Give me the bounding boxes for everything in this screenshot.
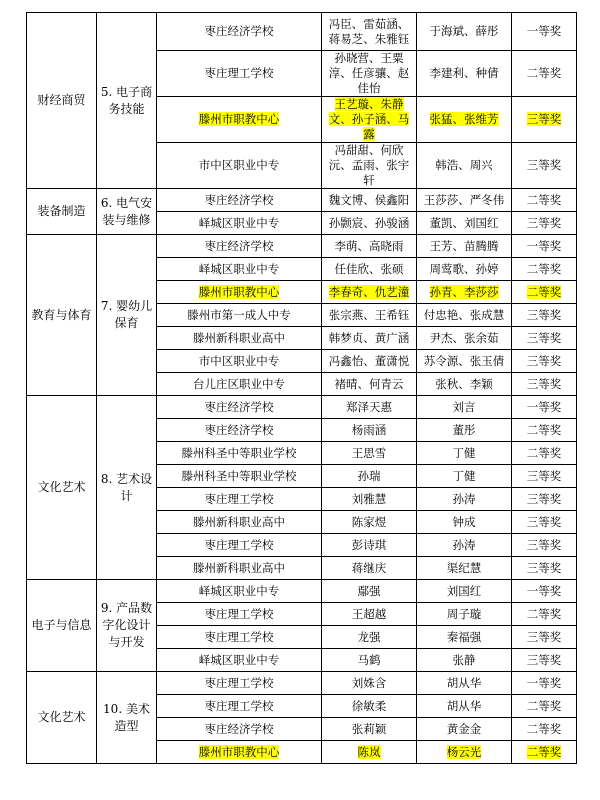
school-cell-text: 市中区职业中专 <box>198 353 280 368</box>
teachers-cell-text: 丁健 <box>452 445 476 460</box>
school-cell <box>157 649 322 672</box>
award-cell <box>512 258 577 281</box>
students-cell <box>322 695 417 718</box>
students-cell <box>322 649 417 672</box>
school-cell <box>157 718 322 741</box>
award-cell-text: 二等奖 <box>526 422 562 437</box>
award-cell <box>512 603 577 626</box>
award-cell-text: 三等奖 <box>526 158 562 172</box>
students-cell <box>322 580 417 603</box>
school-cell-text: 枣庄经济学校 <box>204 238 274 253</box>
students-cell-text: 任佳欣、张硕 <box>334 261 404 276</box>
students-cell-text: 李春奇、仇艺潼 <box>328 284 410 299</box>
students-cell-text: 杨雨涵 <box>351 422 387 437</box>
students-cell-text: 冯鑫怡、董潇悦 <box>328 353 410 368</box>
school-cell-text: 枣庄理工学校 <box>204 606 274 621</box>
school-cell <box>157 304 322 327</box>
teachers-cell <box>417 373 512 396</box>
award-cell-text: 三等奖 <box>526 560 562 575</box>
students-cell-text: 陈家煜 <box>351 514 387 529</box>
school-cell <box>157 258 322 281</box>
school-cell-text: 峄城区职业中专 <box>198 652 280 667</box>
teachers-cell <box>417 304 512 327</box>
teachers-cell-text: 张秋、李颖 <box>435 376 493 391</box>
students-cell-text: 王艺璇、朱静文、孙子涵、马露 <box>328 97 410 141</box>
school-cell-text: 峄城区职业中专 <box>198 261 280 276</box>
students-cell-text: 韩梦贞、黄广涵 <box>328 330 410 345</box>
award-cell <box>512 373 577 396</box>
school-cell-text: 枣庄经济学校 <box>204 192 274 207</box>
students-cell-text: 彭诗琪 <box>351 537 387 552</box>
teachers-cell <box>417 235 512 258</box>
teachers-cell-text: 黄金金 <box>446 721 482 736</box>
award-cell <box>512 465 577 488</box>
school-cell-text: 峄城区职业中专 <box>198 215 280 230</box>
category-cell <box>27 13 97 189</box>
teachers-cell <box>417 718 512 741</box>
school-cell <box>157 557 322 580</box>
students-cell <box>322 442 417 465</box>
project-cell <box>97 13 157 189</box>
award-cell <box>512 13 577 51</box>
teachers-cell-text: 周莺歌、孙婷 <box>429 261 499 276</box>
award-cell-text: 二等奖 <box>526 284 562 299</box>
teachers-cell <box>417 649 512 672</box>
award-cell-text: 三等奖 <box>526 629 562 644</box>
category-cell-text: 文化艺术 <box>37 710 86 724</box>
school-cell <box>157 189 322 212</box>
award-cell <box>512 488 577 511</box>
school-cell-text: 枣庄经济学校 <box>204 24 274 38</box>
award-table <box>26 12 577 764</box>
award-cell-text: 二等奖 <box>526 721 562 736</box>
school-cell <box>157 488 322 511</box>
students-cell-text: 李萌、高晓雨 <box>334 238 404 253</box>
table-row <box>27 672 577 695</box>
students-cell <box>322 557 417 580</box>
school-cell <box>157 580 322 603</box>
school-cell-text: 枣庄理工学校 <box>204 698 274 713</box>
award-cell-text: 三等奖 <box>526 112 562 126</box>
teachers-cell <box>417 488 512 511</box>
students-cell-text: 冯臣、雷茹涵、蒋易芝、朱雅钰 <box>328 16 410 46</box>
teachers-cell <box>417 557 512 580</box>
award-cell <box>512 51 577 97</box>
award-cell-text: 二等奖 <box>526 606 562 621</box>
teachers-cell <box>417 396 512 419</box>
school-cell-text: 滕州市职教中心 <box>198 744 280 759</box>
award-cell-text: 三等奖 <box>526 330 562 345</box>
category-cell-text: 财经商贸 <box>37 93 86 107</box>
award-cell <box>512 626 577 649</box>
teachers-cell <box>417 603 512 626</box>
teachers-cell-text: 刘国红 <box>446 583 482 598</box>
award-cell <box>512 212 577 235</box>
award-cell-text: 二等奖 <box>526 744 562 759</box>
project-cell-text: 9. 产品数字化设计与开发 <box>100 601 153 649</box>
project-cell-text: 5. 电子商务技能 <box>100 84 153 116</box>
students-cell-text: 陈岚 <box>357 744 381 759</box>
school-cell-text: 枣庄经济学校 <box>204 422 274 437</box>
teachers-cell <box>417 350 512 373</box>
school-cell-text: 台儿庄区职业中专 <box>193 376 285 391</box>
award-cell-text: 三等奖 <box>526 215 562 230</box>
teachers-cell <box>417 281 512 304</box>
students-cell-text: 张宗燕、王希钰 <box>328 307 410 322</box>
award-cell-text: 三等奖 <box>526 514 562 529</box>
students-cell-text: 冯甜甜、何欣沅、孟雨、张宇轩 <box>328 143 410 187</box>
teachers-cell <box>417 465 512 488</box>
award-cell <box>512 580 577 603</box>
students-cell-text: 孙颢宸、孙骏涵 <box>328 215 410 230</box>
award-cell <box>512 649 577 672</box>
award-cell-text: 一等奖 <box>526 675 562 690</box>
students-cell <box>322 465 417 488</box>
table-body <box>27 13 577 764</box>
students-cell <box>322 13 417 51</box>
teachers-cell-text: 钟成 <box>452 514 476 529</box>
students-cell <box>322 212 417 235</box>
school-cell-text: 滕州市第一成人中专 <box>187 307 291 322</box>
students-cell <box>322 327 417 350</box>
project-cell-text: 6. 电气安装与维修 <box>100 195 153 227</box>
table-row <box>27 13 577 51</box>
school-cell <box>157 235 322 258</box>
school-cell-text: 滕州科圣中等职业学校 <box>181 468 297 483</box>
school-cell-text: 枣庄经济学校 <box>204 399 274 414</box>
award-cell-text: 三等奖 <box>526 376 562 391</box>
school-cell <box>157 672 322 695</box>
students-cell <box>322 419 417 442</box>
category-cell <box>27 672 97 764</box>
award-cell-text: 二等奖 <box>526 698 562 713</box>
teachers-cell <box>417 327 512 350</box>
table-row <box>27 189 577 212</box>
teachers-cell <box>417 212 512 235</box>
school-cell-text: 枣庄理工学校 <box>204 66 274 80</box>
award-cell <box>512 741 577 764</box>
award-cell-text: 一等奖 <box>526 583 562 598</box>
school-cell-text: 滕州科圣中等职业学校 <box>181 445 297 460</box>
school-cell <box>157 212 322 235</box>
students-cell <box>322 51 417 97</box>
category-cell-text: 文化艺术 <box>37 480 86 494</box>
school-cell <box>157 281 322 304</box>
category-cell <box>27 189 97 235</box>
project-cell-text: 7. 婴幼儿保育 <box>100 299 153 330</box>
teachers-cell-text: 孙涛 <box>452 491 476 506</box>
teachers-cell-text: 孙涛 <box>452 537 476 552</box>
teachers-cell-text: 董彤 <box>452 422 476 437</box>
students-cell-text: 孙晓营、王粟淳、任彦骧、赵佳怡 <box>328 51 410 95</box>
award-cell <box>512 143 577 189</box>
teachers-cell-text: 孙青、李莎莎 <box>429 284 499 299</box>
table-row <box>27 580 577 603</box>
students-cell <box>322 350 417 373</box>
school-cell <box>157 695 322 718</box>
students-cell <box>322 741 417 764</box>
teachers-cell-text: 张猛、张维芳 <box>429 112 499 126</box>
students-cell-text: 鄢强 <box>357 583 381 598</box>
teachers-cell <box>417 695 512 718</box>
award-cell <box>512 419 577 442</box>
category-cell <box>27 396 97 580</box>
students-cell <box>322 534 417 557</box>
students-cell <box>322 235 417 258</box>
school-cell <box>157 97 322 143</box>
students-cell <box>322 258 417 281</box>
students-cell-text: 魏文博、侯鑫阳 <box>328 192 410 207</box>
students-cell-text: 马鹤 <box>357 652 381 667</box>
award-cell <box>512 281 577 304</box>
award-cell <box>512 189 577 212</box>
award-cell-text: 一等奖 <box>526 399 562 414</box>
category-cell <box>27 235 97 396</box>
students-cell-text: 王思雪 <box>351 445 387 460</box>
school-cell <box>157 626 322 649</box>
project-cell <box>97 396 157 580</box>
students-cell <box>322 511 417 534</box>
award-cell <box>512 534 577 557</box>
teachers-cell-text: 王芳、苗腾腾 <box>429 238 499 253</box>
students-cell-text: 张莉颖 <box>351 721 387 736</box>
award-cell <box>512 304 577 327</box>
teachers-cell <box>417 13 512 51</box>
school-cell <box>157 396 322 419</box>
school-cell <box>157 51 322 97</box>
teachers-cell <box>417 626 512 649</box>
students-cell-text: 蒋继庆 <box>351 560 387 575</box>
students-cell-text: 王超越 <box>351 606 387 621</box>
category-cell-text: 装备制造 <box>37 204 86 218</box>
teachers-cell-text: 苏令源、张玉倩 <box>423 353 505 368</box>
award-cell-text: 二等奖 <box>526 445 562 460</box>
category-cell-text: 教育与体育 <box>31 307 92 322</box>
students-cell <box>322 304 417 327</box>
table-row <box>27 235 577 258</box>
award-cell-text: 三等奖 <box>526 652 562 667</box>
teachers-cell-text: 董凯、刘国红 <box>429 215 499 230</box>
students-cell <box>322 672 417 695</box>
school-cell-text: 滕州市职教中心 <box>198 284 280 299</box>
teachers-cell <box>417 419 512 442</box>
award-cell-text: 三等奖 <box>526 353 562 368</box>
teachers-cell-text: 秦福强 <box>446 629 482 644</box>
school-cell <box>157 373 322 396</box>
teachers-cell-text: 渠纪慧 <box>446 560 482 575</box>
school-cell <box>157 143 322 189</box>
teachers-cell <box>417 442 512 465</box>
teachers-cell <box>417 97 512 143</box>
school-cell <box>157 534 322 557</box>
students-cell <box>322 396 417 419</box>
school-cell <box>157 327 322 350</box>
teachers-cell-text: 胡从华 <box>446 675 482 690</box>
students-cell <box>322 718 417 741</box>
teachers-cell-text: 付忠艳、张成慧 <box>423 307 505 322</box>
award-cell-text: 三等奖 <box>526 537 562 552</box>
students-cell-text: 郑泽天惠 <box>346 399 392 414</box>
students-cell <box>322 488 417 511</box>
school-cell-text: 枣庄理工学校 <box>204 629 274 644</box>
award-cell-text: 一等奖 <box>526 24 562 38</box>
award-cell <box>512 672 577 695</box>
students-cell <box>322 373 417 396</box>
teachers-cell <box>417 741 512 764</box>
students-cell-text: 刘雅慧 <box>351 491 387 506</box>
award-cell-text: 三等奖 <box>526 468 562 483</box>
award-cell <box>512 350 577 373</box>
students-cell <box>322 603 417 626</box>
school-cell <box>157 13 322 51</box>
award-cell-text: 三等奖 <box>526 491 562 506</box>
school-cell-text: 枣庄理工学校 <box>204 537 274 552</box>
table-row <box>27 396 577 419</box>
project-cell <box>97 672 157 764</box>
school-cell <box>157 350 322 373</box>
category-cell <box>27 580 97 672</box>
school-cell <box>157 741 322 764</box>
teachers-cell <box>417 672 512 695</box>
award-cell-text: 一等奖 <box>526 238 562 253</box>
category-cell-text: 电子与信息 <box>31 618 92 632</box>
school-cell-text: 峄城区职业中专 <box>198 583 280 598</box>
teachers-cell-text: 李建利、种倩 <box>429 66 499 80</box>
award-cell <box>512 396 577 419</box>
students-cell-text: 徐敏柔 <box>351 698 387 713</box>
teachers-cell-text: 韩浩、周兴 <box>435 158 493 172</box>
students-cell <box>322 143 417 189</box>
award-cell <box>512 442 577 465</box>
students-cell-text: 褚晴、何青云 <box>334 376 404 391</box>
school-cell-text: 滕州新科职业高中 <box>193 330 285 345</box>
students-cell-text: 刘姝含 <box>351 675 387 690</box>
students-cell <box>322 626 417 649</box>
students-cell <box>322 189 417 212</box>
students-cell-text: 龙强 <box>357 629 381 644</box>
teachers-cell-text: 尹杰、张余茹 <box>429 330 499 345</box>
award-cell <box>512 511 577 534</box>
award-cell <box>512 695 577 718</box>
school-cell-text: 滕州市职教中心 <box>198 112 280 126</box>
award-cell-text: 二等奖 <box>526 66 562 80</box>
school-cell <box>157 442 322 465</box>
project-cell <box>97 189 157 235</box>
award-cell <box>512 718 577 741</box>
school-cell <box>157 419 322 442</box>
teachers-cell-text: 张静 <box>452 652 476 667</box>
award-cell <box>512 557 577 580</box>
teachers-cell-text: 杨云光 <box>446 744 482 759</box>
project-cell <box>97 580 157 672</box>
teachers-cell-text: 刘言 <box>452 399 476 414</box>
school-cell-text: 枣庄理工学校 <box>204 491 274 506</box>
students-cell <box>322 281 417 304</box>
school-cell <box>157 511 322 534</box>
award-cell <box>512 327 577 350</box>
school-cell-text: 市中区职业中专 <box>198 158 280 172</box>
award-cell <box>512 97 577 143</box>
teachers-cell-text: 于海斌、薛彤 <box>429 24 499 38</box>
school-cell-text: 枣庄经济学校 <box>204 721 274 736</box>
project-cell-text: 8. 艺术设计 <box>100 471 153 503</box>
teachers-cell <box>417 580 512 603</box>
teachers-cell-text: 周子璇 <box>446 606 482 621</box>
school-cell <box>157 465 322 488</box>
project-cell <box>97 235 157 396</box>
teachers-cell-text: 丁健 <box>452 468 476 483</box>
teachers-cell <box>417 534 512 557</box>
teachers-cell <box>417 189 512 212</box>
teachers-cell <box>417 143 512 189</box>
award-cell-text: 三等奖 <box>526 307 562 322</box>
teachers-cell <box>417 51 512 97</box>
teachers-cell <box>417 258 512 281</box>
teachers-cell-text: 胡从华 <box>446 698 482 713</box>
award-cell <box>512 235 577 258</box>
school-cell-text: 滕州新科职业高中 <box>193 560 285 575</box>
students-cell <box>322 97 417 143</box>
award-cell-text: 二等奖 <box>526 192 562 207</box>
project-cell-text: 10. 美术造型 <box>103 701 150 733</box>
teachers-cell-text: 王莎莎、严冬伟 <box>423 192 505 207</box>
students-cell-text: 孙瑞 <box>357 468 381 483</box>
teachers-cell <box>417 511 512 534</box>
school-cell-text: 滕州新科职业高中 <box>193 514 285 529</box>
school-cell <box>157 603 322 626</box>
award-cell-text: 二等奖 <box>526 261 562 276</box>
school-cell-text: 枣庄理工学校 <box>204 675 274 690</box>
